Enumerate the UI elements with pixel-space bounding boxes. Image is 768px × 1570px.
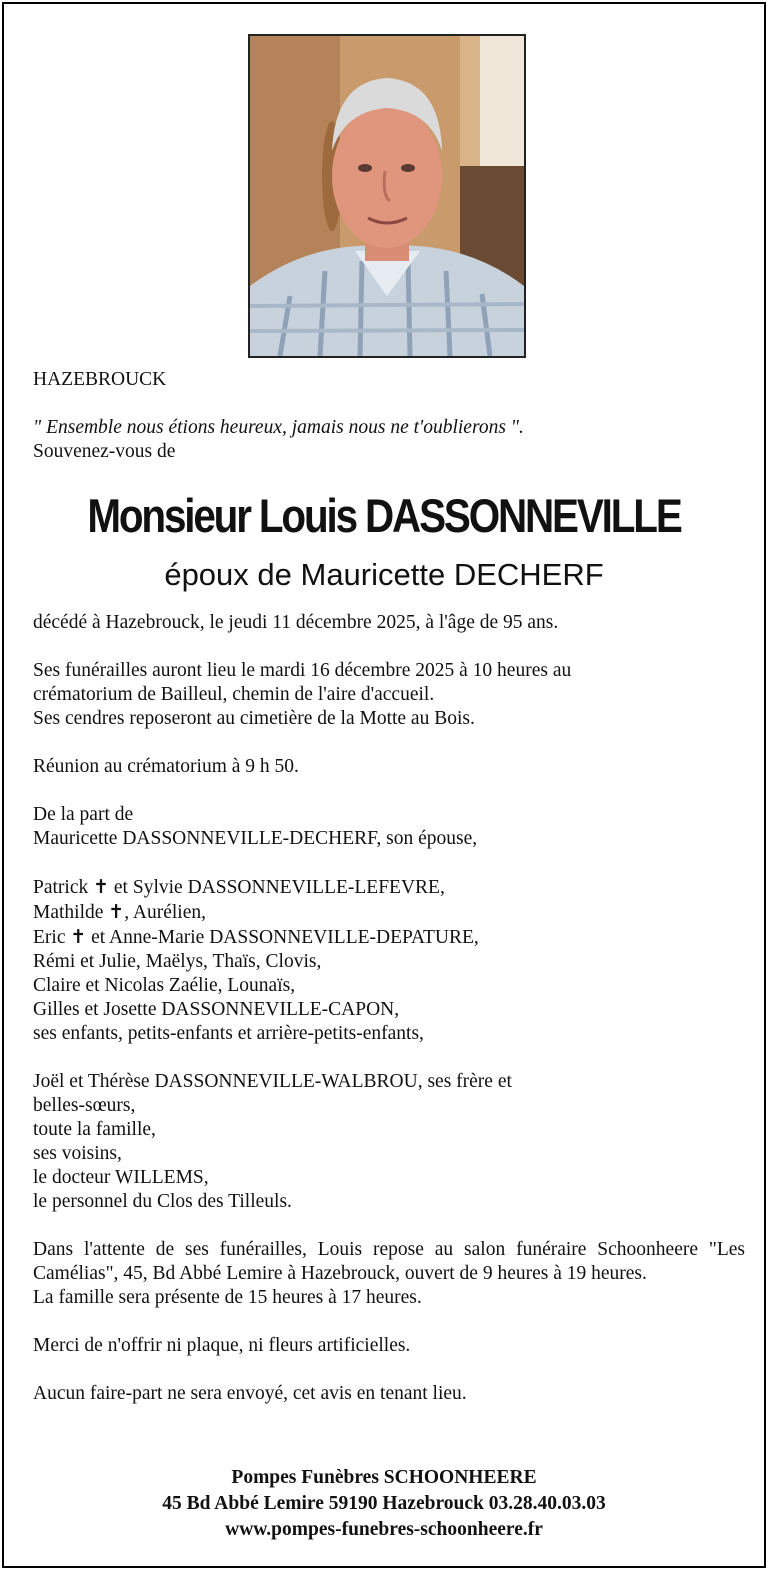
death-notice: décédé à Hazebrouck, le jeudi 11 décembre 2025, à l'âge de 95 ans. bbox=[33, 612, 559, 633]
portrait-image bbox=[250, 36, 524, 356]
family-line-3: Eric ✝ et Anne-Marie DASSONNEVILLE-DEPATURE, bbox=[33, 926, 479, 948]
company-name: Pompes Funèbres SCHOONHEERE bbox=[231, 1467, 537, 1488]
family-line-4: Rémi et Julie, Maëlys, Thaïs, Clovis, bbox=[33, 951, 322, 972]
portrait-photo bbox=[248, 34, 526, 358]
funeral-line-2: crématorium de Bailleul, chemin de l'aire d'accueil. bbox=[33, 684, 435, 705]
family-line-6: Gilles et Josette DASSONNEVILLE-CAPON, bbox=[33, 999, 400, 1020]
repose-paragraph: Dans l'attente de ses funérailles, Louis repose au salon funéraire Schoonheere "Les Camélias", 45, Bd Abbé Lemire à Hazebrouck, ouvert de 9 heures à 19 heures. bbox=[33, 1239, 745, 1284]
deceased-name: Monsieur Louis DASSONNEVILLE bbox=[87, 489, 681, 542]
family-presence: La famille sera présente de 15 heures à 17 heures. bbox=[33, 1287, 422, 1308]
obituary-card bbox=[2, 2, 766, 1568]
family-line-1: Patrick ✝ et Sylvie DASSONNEVILLE-LEFEVRE, bbox=[33, 876, 445, 898]
no-flowers: Merci de n'offrir ni plaque, ni fleurs artificielles. bbox=[33, 1335, 411, 1356]
others-line-5: le docteur WILLEMS, bbox=[33, 1167, 209, 1188]
cross-icon: ✝ bbox=[108, 901, 125, 923]
header-block bbox=[33, 368, 745, 464]
from-line-1: De la part de bbox=[33, 804, 134, 825]
family-line-7: ses enfants, petits-enfants et arrière-petits-enfants, bbox=[33, 1023, 424, 1044]
funeral-line-1: Ses funérailles auront lieu le mardi 16 décembre 2025 à 10 heures au bbox=[33, 660, 572, 681]
others-line-3: toute la famille, bbox=[33, 1119, 156, 1140]
no-announcement: Aucun faire-part ne sera envoyé, cet avis en tenant lieu. bbox=[33, 1383, 467, 1404]
epitaph-quote: " Ensemble nous étions heureux, jamais nous ne t'oublierons ". bbox=[33, 417, 524, 438]
others-line-1: Joël et Thérèse DASSONNEVILLE-WALBROU, ses frère et bbox=[33, 1071, 512, 1092]
others-line-2: belles-sœurs, bbox=[33, 1095, 136, 1116]
family-line-2: Mathilde ✝, Aurélien, bbox=[33, 901, 206, 923]
body-block bbox=[33, 611, 745, 1406]
location: HAZEBROUCK bbox=[33, 369, 167, 390]
remember-line: Souvenez-vous de bbox=[33, 441, 176, 462]
family-line-5: Claire et Nicolas Zaélie, Lounaïs, bbox=[33, 975, 296, 996]
from-line-2: Mauricette DASSONNEVILLE-DECHERF, son épouse, bbox=[33, 828, 478, 849]
company-website: www.pompes-funebres-schoonheere.fr bbox=[225, 1519, 543, 1540]
funeral-line-3: Ses cendres reposeront au cimetière de la Motte au Bois. bbox=[33, 708, 475, 729]
cross-icon: ✝ bbox=[93, 876, 110, 898]
others-line-4: ses voisins, bbox=[33, 1143, 122, 1164]
funeral-home-footer bbox=[4, 1465, 764, 1543]
company-address: 45 Bd Abbé Lemire 59190 Hazebrouck 03.28.40.03.03 bbox=[162, 1493, 606, 1514]
others-line-6: le personnel du Clos des Tilleuls. bbox=[33, 1191, 292, 1212]
cross-icon: ✝ bbox=[70, 926, 87, 948]
spouse-line: époux de Mauricette DECHERF bbox=[164, 557, 604, 592]
meeting-line: Réunion au crématorium à 9 h 50. bbox=[33, 756, 299, 777]
